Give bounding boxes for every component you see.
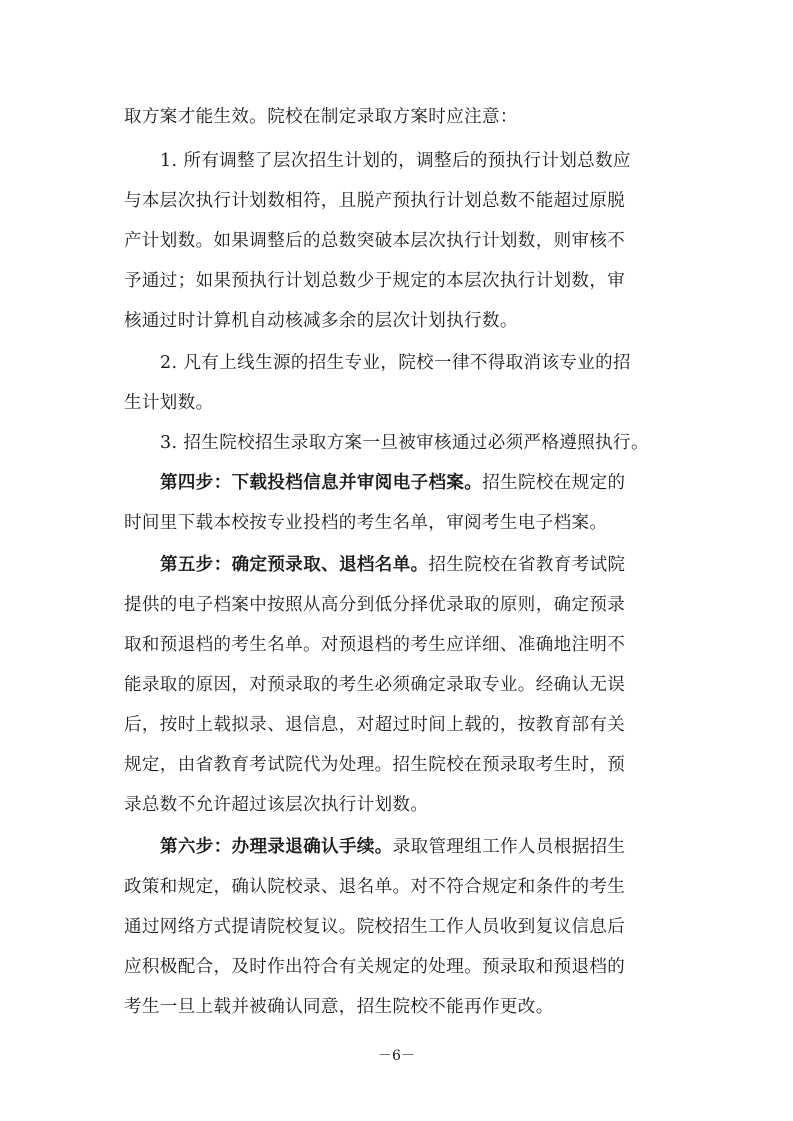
text-line: 政策和规定，确认院校录、退名单。对不符合规定和条件的考生 <box>124 877 626 897</box>
text-line: 时间里下载本校按专业投档的考生名单，审阅考生电子档案。 <box>124 513 608 533</box>
text-line: 应积极配合，及时作出符合有关规定的处理。预录取和预退档的 <box>124 957 626 977</box>
text-line: 通过网络方式提请院校复议。院校招生工作人员收到复议信息后 <box>124 917 626 937</box>
text-line: 考生一旦上载并被确认同意，招生院校不能再作更改。 <box>124 997 554 1017</box>
step-5-heading: 第五步：确定预录取、退档名单。 <box>160 555 429 575</box>
step-5-paragraph <box>160 554 716 576</box>
text-line: 与本层次执行计划数相符，且脱产预执行计划总数不能超过原脱 <box>124 191 626 211</box>
page-number: －6－ <box>378 1048 415 1064</box>
text-line: 取和预退档的考生名单。对预退档的考生应详细、准确地注明不 <box>124 635 626 655</box>
text-line: 核通过时计算机自动核减多余的层次计划执行数。 <box>124 311 518 331</box>
step-4-text: 招生院校在规定的 <box>482 473 626 493</box>
list-item-1: 1. 所有调整了层次招生计划的，调整后的预执行计划总数应 <box>160 151 631 171</box>
step-6-text: 录取管理组工作人员根据招生 <box>392 837 626 857</box>
text-line: 能录取的原因，对预录取的考生必须确定录取专业。经确认无误 <box>124 675 626 695</box>
step-6-paragraph <box>160 836 716 858</box>
list-item-2: 2. 凡有上线生源的招生专业，院校一律不得取消该专业的招 <box>160 353 631 373</box>
text-line: 规定，由省教育考试院代为处理。招生院校在预录取考生时，预 <box>124 755 626 775</box>
text-line: 录总数不允许超过该层次执行计划数。 <box>124 795 429 815</box>
step-6-heading: 第六步：办理录退确认手续。 <box>160 837 393 857</box>
text-line: 提供的电子档案中按照从高分到低分择优录取的原则，确定预录 <box>124 595 626 615</box>
step-4-heading: 第四步：下载投档信息并审阅电子档案。 <box>160 473 483 493</box>
step-5-text: 招生院校在省教育考试院 <box>428 555 626 575</box>
step-4-paragraph <box>160 472 716 494</box>
text-line: 生计划数。 <box>124 393 214 413</box>
text-line: 取方案才能生效。院校在制定录取方案时应注意： <box>124 107 518 127</box>
text-line: 予通过；如果预执行计划总数少于规定的本层次执行计划数，审 <box>124 271 626 291</box>
text-line: 产计划数。如果调整后的总数突破本层次执行计划数，则审核不 <box>124 231 626 251</box>
text-line: 后，按时上载拟录、退信息，对超过时间上载的，按教育部有关 <box>124 715 626 735</box>
list-item-3: 3. 招生院校招生录取方案一旦被审核通过必须严格遵照执行。 <box>160 433 649 453</box>
